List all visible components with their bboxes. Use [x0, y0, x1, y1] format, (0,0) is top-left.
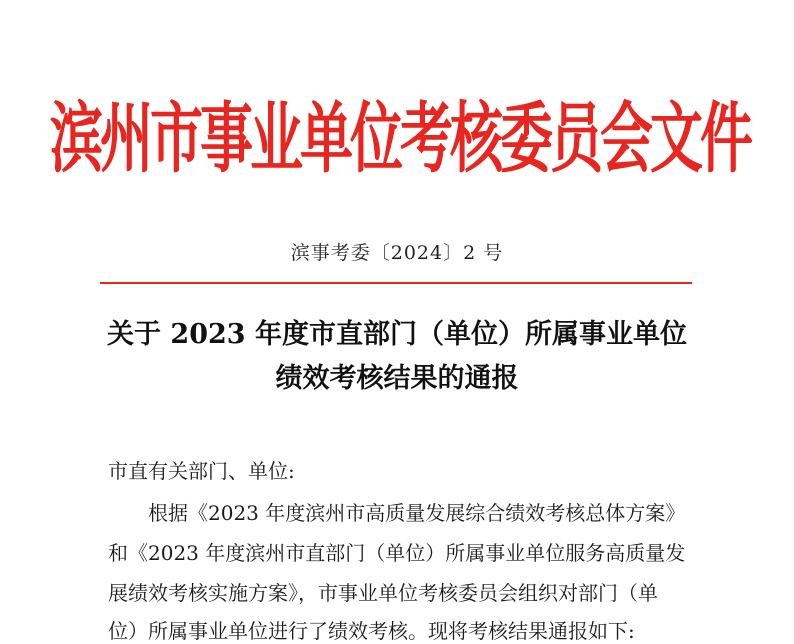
red-divider-rule	[100, 282, 692, 284]
issuer-header: 滨州市事业单位考核委员会文件	[50, 95, 750, 184]
body-paragraph-line-1: 根据《2023 年度滨州市高质量发展综合绩效考核总体方案》	[148, 501, 686, 525]
body-paragraph-line-4: 位）所属事业单位进行了绩效考核。现将考核结果通报如下:	[108, 619, 635, 643]
addressee-line: 市直有关部门、单位:	[108, 459, 295, 483]
document-title-line-1: 关于 2023 年度市直部门（单位）所属事业单位	[107, 319, 687, 350]
document-number: 滨事考委〔2024〕2 号	[290, 242, 504, 264]
body-paragraph-line-2: 和《2023 年度滨州市直部门（单位）所属事业单位服务高质量发	[108, 541, 686, 565]
body-paragraph-line-3: 展绩效考核实施方案》，市事业单位考核委员会组织对部门（单	[108, 581, 658, 605]
document-title-line-2: 绩效考核结果的通报	[275, 363, 519, 394]
